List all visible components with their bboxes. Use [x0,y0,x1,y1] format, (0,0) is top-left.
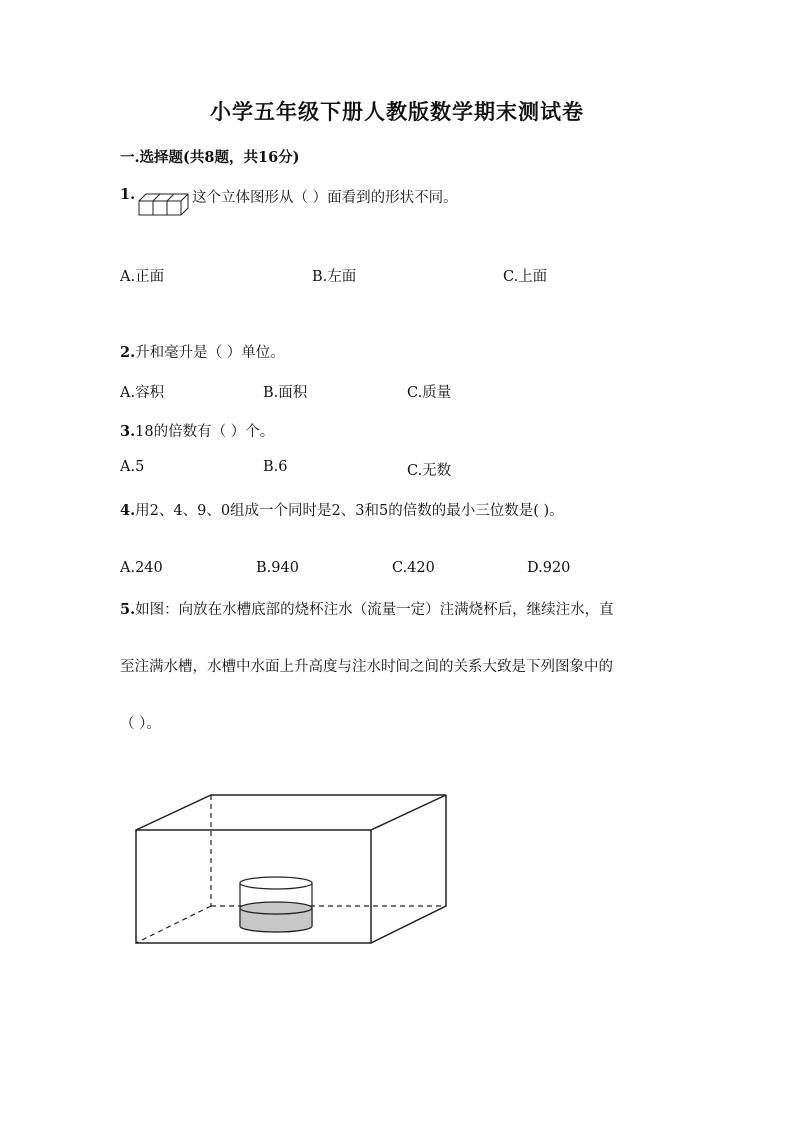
option-c[interactable]: C.无数 [407,463,452,479]
question-number: 5. [120,601,136,618]
option-b[interactable]: B.6 [263,459,288,475]
question-text-line-2: 至注满水槽，水槽中水面上升高度与注水时间之间的关系大致是下列图象中的 [120,659,613,675]
question-text-line-3: （ ）。 [120,716,161,732]
question-2 [120,341,285,362]
question-number: 2. [120,344,136,361]
question-text: 这个立体图形从（ ）面看到的形状不同。 [192,190,458,206]
question-number: 1. [120,186,136,203]
question-1 [120,186,135,203]
option-a[interactable]: A.5 [120,459,145,475]
question-text: 18的倍数有（ ）个。 [135,424,275,440]
option-d[interactable]: D.920 [527,560,571,576]
question-3 [120,420,274,441]
section-heading: 一.选择题(共8题，共16分) [120,149,300,166]
question-5 [120,598,614,619]
option-c[interactable]: C.420 [392,560,435,576]
page-title: 小学五年级下册人教版数学期末测试卷 [210,99,584,124]
option-c[interactable]: C.质量 [407,385,452,401]
question-text: 用2、4、9、0组成一个同时是2、3和5的倍数的最小三位数是( )。 [135,503,564,519]
question-4 [120,499,564,520]
option-b[interactable]: B.940 [256,560,299,576]
option-c[interactable]: C.上面 [503,269,548,285]
beaker [240,877,312,932]
option-a[interactable]: A.240 [120,560,163,576]
water-tank-figure [120,785,460,955]
question-text: 升和毫升是（ ）单位。 [135,345,285,361]
option-a[interactable]: A.正面 [120,269,165,285]
option-a[interactable]: A.容积 [120,385,165,401]
option-b[interactable]: B.面积 [263,385,308,401]
question-number: 3. [120,423,136,440]
question-number: 4. [120,502,136,519]
question-text-line-1: 如图：向放在水槽底部的烧杯注水（流量一定）注满烧杯后，继续注水，直 [135,602,614,618]
three-cubes-figure [138,193,190,223]
option-b[interactable]: B.左面 [312,269,357,285]
